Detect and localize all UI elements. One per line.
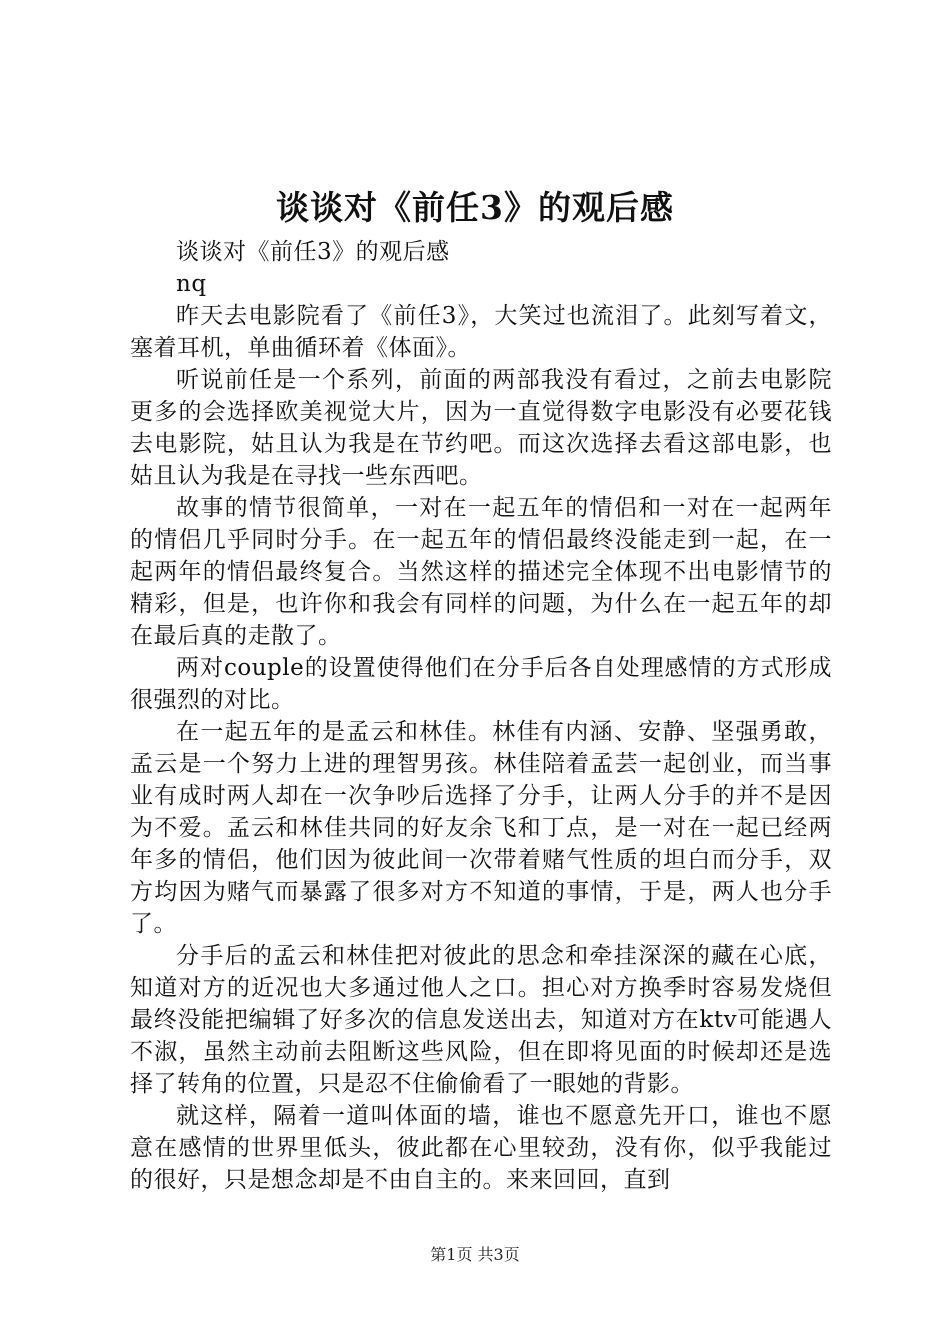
document-title: 谈谈对《前任3》的观后感: [276, 188, 674, 227]
paragraph-subtitle: 谈谈对《前任3》的观后感: [176, 239, 450, 265]
document-body: [130, 236, 832, 1196]
paragraph: 听说前任是一个系列，前面的两部我没有看过，之前去电影院更多的会选择欧美视觉大片，因为一直觉得数字电影没有必要花钱去电影院，姑且认为我是在节约吧。而这次选择去看这部电影，也姑且认为我是在寻找一些东西吧。: [130, 367, 832, 489]
page-number-footer: 第1页 共3页: [430, 1245, 520, 1264]
paragraph: 故事的情节很简单，一对在一起五年的情侣和一对在一起两年的情侣几乎同时分手。在一起五年的情侣最终没能走到一起，在一起两年的情侣最终复合。当然这样的描述完全体现不出电影情节的精彩，但是，也许你和我会有同样的问题，为什么在一起五年的却在最后真的走散了。: [130, 495, 832, 649]
paragraph: 在一起五年的是孟云和林佳。林佳有内涵、安静、坚强勇敢，孟云是一个努力上进的理智男孩。林佳陪着孟芸一起创业，而当事业有成时两人却在一次争吵后选择了分手，让两人分手的并不是因为不爱。孟云和林佳共同的好友余飞和丁点，是一对在一起已经两年多的情侣，他们因为彼此间一次带着赌气性质的坦白而分手，双方均因为赌气而暴露了很多对方不知道的事情，于是，两人也分手了。: [130, 719, 832, 937]
paragraph: 就这样，隔着一道叫体面的墙，谁也不愿意先开口，谁也不愿意在感情的世界里低头，彼此都在心里较劲，没有你，似乎我能过的很好，只是想念却是不由自主的。来来回回，直到: [130, 1103, 832, 1193]
paragraph-author: nq: [176, 271, 207, 297]
paragraph: 两对couple的设置使得他们在分手后各自处理感情的方式形成很强烈的对比。: [130, 655, 832, 713]
paragraph: 分手后的孟云和林佳把对彼此的思念和牵挂深深的藏在心底，知道对方的近况也大多通过他人之口。担心对方换季时容易发烧但最终没能把编辑了好多次的信息发送出去，知道对方在ktv可能遇人不淑，虽然主动前去阻断这些风险，但在即将见面的时候却还是选择了转角的位置，只是忍不住偷偷看了一眼她的背影。: [130, 943, 832, 1097]
paragraph: 昨天去电影院看了《前任3》，大笑过也流泪了。此刻写着文，塞着耳机，单曲循环着《体面》。: [130, 303, 832, 361]
